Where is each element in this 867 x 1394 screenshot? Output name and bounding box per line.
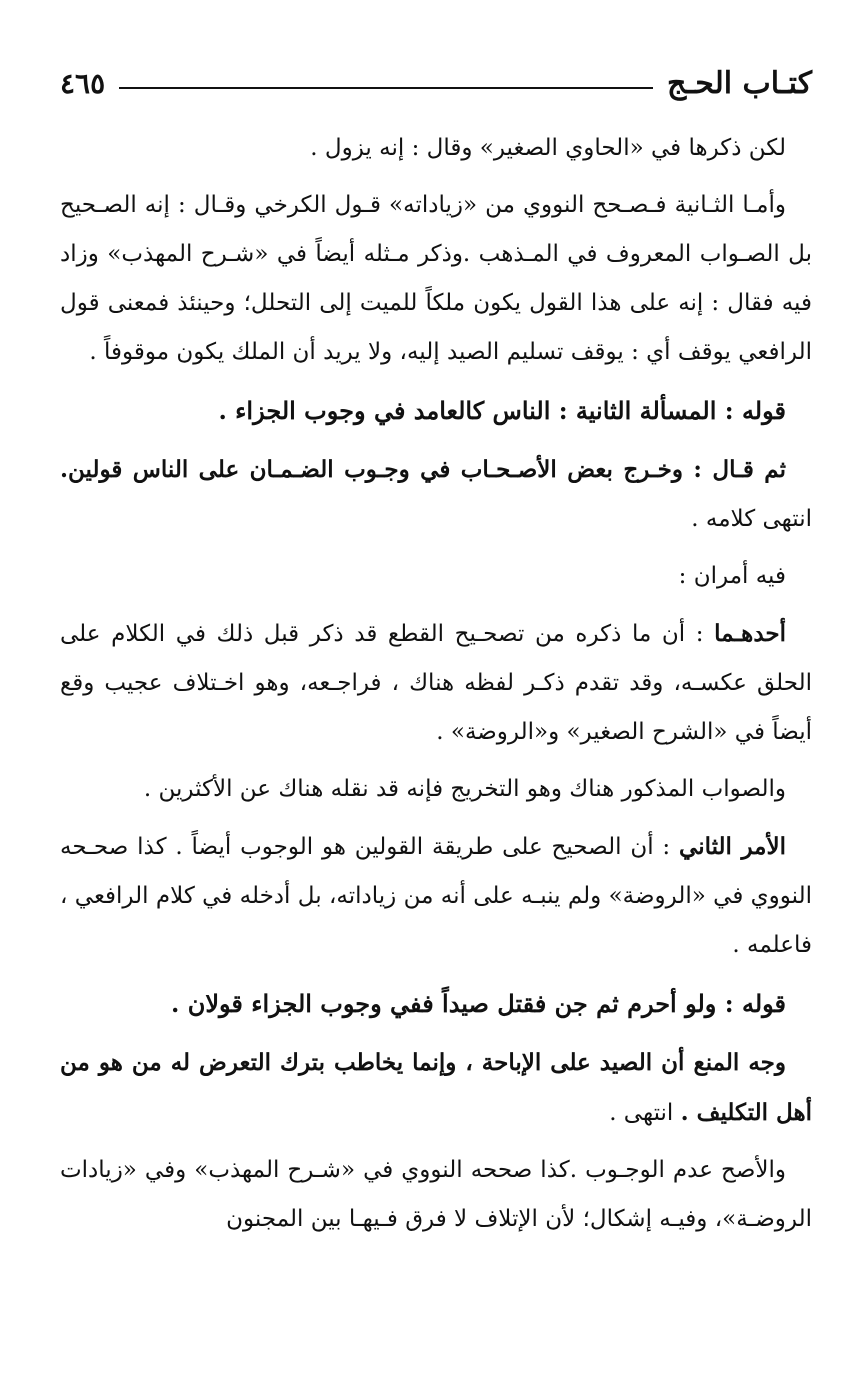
- paragraph-text: لكن ذكرها في «الحاوي الصغير» وقال : إنه يزول .: [310, 135, 786, 161]
- paragraph-text: : أن ما ذكره من تصحـيح القطع قد ذكر قبل ذلك في الكلام على الحلق عكسـه، وقد تقدم ذكـر لفظه هناك ، فراجـعه، وهو اخـتلاف عجيب وقع أيضاً في «الشرح الصغير» و«الروضة» .: [60, 621, 812, 745]
- paragraph: [60, 1146, 812, 1244]
- running-title: كتـاب الحـج: [667, 66, 812, 101]
- paragraph-lead: وجه المنع أن الصيد على الإباحة ، وإنما يخاطب بترك التعرض له من هو من أهل التكليف .: [60, 1049, 812, 1126]
- header-rule: [119, 87, 653, 89]
- paragraph-lead: الأمر الثاني: [679, 833, 786, 860]
- quoted-statement: [60, 385, 812, 437]
- book-page: [60, 58, 812, 1252]
- paragraph: [60, 1038, 812, 1138]
- paragraph-text: والصواب المذكور هناك وهو التخريج فإنه قد نقله هناك عن الأكثرين .: [143, 776, 786, 802]
- paragraph: [60, 609, 812, 757]
- paragraph: [60, 124, 812, 173]
- paragraph-text: انتهى كلامه .: [691, 506, 812, 532]
- paragraph: [60, 445, 812, 544]
- quoted-statement: [60, 978, 812, 1030]
- paragraph-lead: أحدهـما: [714, 620, 786, 647]
- paragraph: [60, 181, 812, 377]
- paragraph-text: : أن الصحيح على طريقة القولين هو الوجوب أيضاً . كذا صحـحه النووي في «الروضة» ولم ينبـه على أنه من زياداته، بل أدخله في كلام الرافعي ، فاعلمه .: [60, 834, 812, 958]
- paragraph-text: انتهى .: [609, 1100, 681, 1126]
- paragraph-text: قوله : المسألة الثانية : الناس كالعامد في وجوب الجزاء .: [218, 396, 786, 425]
- paragraph-text: والأصح عدم الوجـوب .كذا صححه النووي في «شـرح المهذب» وفي «زيادات الروضـة»، وفيـه إشكال؛ لأن الإتلاف لا فرق فـيهـا بين المجنون: [60, 1157, 812, 1232]
- paragraph-lead: ثم قـال : وخـرج بعض الأصـحـاب في وجـوب الضـمـان على الناس قولين.: [60, 456, 786, 483]
- paragraph-text: قوله : ولو أحرم ثم جن فقتل صيداً ففي وجوب الجزاء قولان .: [171, 989, 786, 1018]
- page-number: ٤٦٥: [60, 67, 106, 100]
- paragraph: [60, 765, 812, 814]
- page-header: [60, 58, 812, 110]
- paragraph: [60, 822, 812, 970]
- body-text: [60, 124, 812, 1244]
- paragraph: [60, 552, 812, 601]
- paragraph-text: وأمـا الثـانية فـصـحح النووي من «زياداته» قـول الكرخي وقـال : إنه الصـحيح بل الصـواب المعروف في المـذهب .وذكر مـثله أيضاً في «شـرح المهذب» وزاد فيه فقال : إنه على هذا القول يكون ملكاً للميت إلى التحلل؛ وحينئذ فمعنى قول الرافعي يوقف أي : يوقف تسليم الصيد إليه، ولا يريد أن الملك يكون موقوفاً .: [60, 192, 812, 365]
- paragraph-text: فيه أمران :: [678, 563, 786, 589]
